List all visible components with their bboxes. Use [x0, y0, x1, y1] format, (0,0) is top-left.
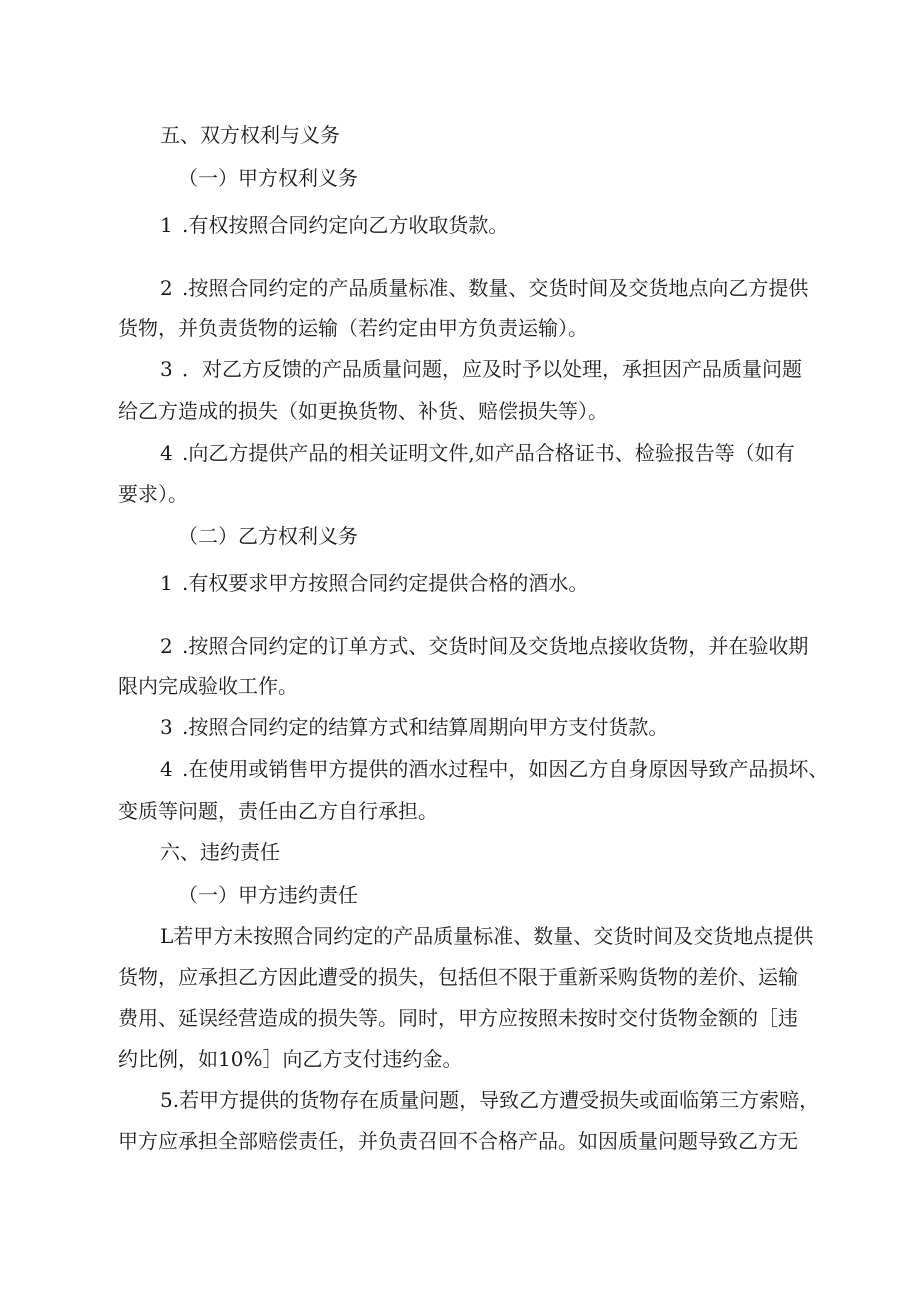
party-a-item-4-cont: 要求）。 [118, 482, 188, 506]
breach-item-1-cont-1: 货物，应承担乙方因此遭受的损失，包括但不限于重新采购货物的差价、运输 [118, 965, 798, 989]
party-b-item-4: 4 .在使用或销售甲方提供的酒水过程中，如因乙方自身原因导致产品损坏、 [160, 757, 829, 781]
party-b-item-4-cont: 变质等问题，责任由乙方自行承担。 [118, 799, 438, 823]
party-a-breach-heading: （一）甲方违约责任 [178, 883, 358, 907]
party-b-rights-heading: （二）乙方权利义务 [178, 524, 358, 548]
party-a-rights-heading: （一）甲方权利义务 [178, 166, 358, 190]
party-b-item-2-cont: 限内完成验收工作。 [118, 674, 298, 698]
breach-item-1-cont-3: 约比例，如10%］向乙方支付违约金。 [118, 1047, 463, 1071]
party-a-item-1: 1 .有权按照合同约定向乙方收取货款。 [160, 213, 509, 237]
party-a-item-3-cont: 给乙方造成的损失（如更换货物、补货、赔偿损失等）。 [118, 399, 608, 423]
breach-item-5: 5.若甲方提供的货物存在质量问题，导致乙方遭受损失或面临第三方索赔， [160, 1088, 820, 1112]
breach-item-1: L若甲方未按照合同约定的产品质量标准、数量、交货时间及交货地点提供 [160, 924, 814, 948]
party-b-item-3: 3 .按照合同约定的结算方式和结算周期向甲方支付货款。 [160, 715, 669, 739]
section-6-heading: 六、违约责任 [160, 840, 280, 864]
party-a-item-2: 2 .按照合同约定的产品质量标准、数量、交货时间及交货地点向乙方提供 [160, 276, 809, 300]
party-a-item-2-cont: 货物，并负责货物的运输（若约定由甲方负责运输）。 [118, 316, 588, 340]
party-b-item-1: 1 .有权要求甲方按照合同约定提供合格的酒水。 [160, 571, 589, 595]
party-a-item-3: 3 ．对乙方反馈的产品质量问题，应及时予以处理，承担因产品质量问题 [160, 357, 802, 381]
section-5-heading: 五、双方权利与义务 [160, 123, 340, 147]
breach-item-5-cont-1: 甲方应承担全部赔偿责任，并负责召回不合格产品。如因质量问题导致乙方无 [118, 1129, 798, 1153]
party-a-item-4: 4 .向乙方提供产品的相关证明文件,如产品合格证书、检验报告等（如有 [160, 441, 795, 465]
party-b-item-2: 2 .按照合同约定的订单方式、交货时间及交货地点接收货物，并在验收期 [160, 634, 809, 658]
breach-item-1-cont-2: 费用、延误经营造成的损失等。同时，甲方应按照未按时交付货物金额的［违 [118, 1006, 798, 1030]
